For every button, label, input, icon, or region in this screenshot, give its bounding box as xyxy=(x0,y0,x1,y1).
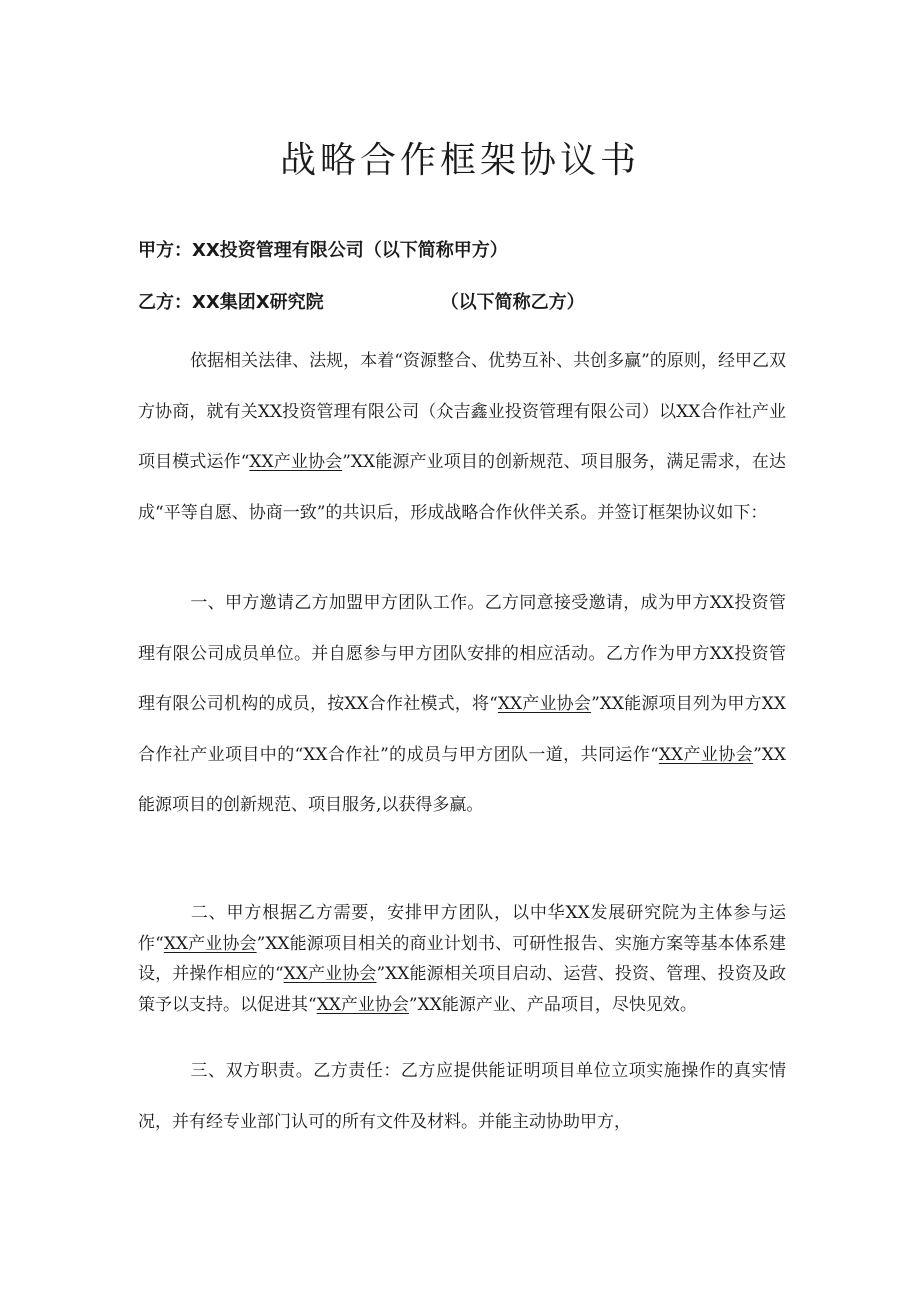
clause-one-text-1: 一、甲方邀请乙方加盟甲方团队工作。乙方同意接受邀请，成为甲方XX投资管理有限公司成员单位。并自愿参与甲方团队安排的相应活动。乙方作为甲方XX投资管理有限公司机构的成员，按XX合作社模式，将“ xyxy=(138,593,786,715)
clause-two-text-3: ”XX能源相关项目启动、运营、投资、管理、投资及政策予以支持。以促进其“ xyxy=(138,964,786,1015)
association-name: XX产业协会 xyxy=(658,744,754,765)
association-name: XX产业协会 xyxy=(497,694,592,715)
clause-two-paragraph xyxy=(138,898,786,1020)
clause-three-text-1: 三、双方职责。乙方责任：乙方应提供能证明项目单位立项实施操作的真实情况，并有经专业部门认可的所有文件及材料。并能主动协助甲方， xyxy=(138,1061,786,1132)
association-name: XX产业协会 xyxy=(316,994,409,1015)
party-b-line: 乙方：XX集团Ⅹ研究院 （以下简称乙方） xyxy=(138,292,585,313)
document-title: 战略合作框架协议书 xyxy=(279,140,640,181)
party-a-line: 甲方：XX投资管理有限公司（以下简称甲方） xyxy=(138,240,508,261)
preamble-text-1: 依据相关法律、法规，本着“资源整合、优势互补、共创多赢”的原则，经甲乙双方协商，就有关XX投资管理有限公司（众吉鑫业投资管理有限公司）以XX合作社产业项目模式运作“ xyxy=(138,351,786,473)
clause-one-text-3: ”XX能源项目的创新规范、项目服务,以获得多赢。 xyxy=(138,744,786,816)
clause-two-text-4: ”XX能源产业、产品项目，尽快见效。 xyxy=(408,994,697,1015)
clause-three-paragraph xyxy=(138,1046,786,1147)
clause-two-text-1: 二、甲方根据乙方需要，安排甲方团队，以中华XX发展研究院为主体参与运作“ xyxy=(138,903,786,954)
clause-one-text-2: ”XX能源项目列为甲方XX合作社产业项目中的“XX合作社”的成员与甲方团队一道，共同运作“ xyxy=(138,694,786,765)
clause-two-text-2: ”XX能源项目相关的商业计划书、可研性报告、实施方案等基本体系建设，并操作相应的“ xyxy=(138,933,786,985)
association-name: XX产业协会 xyxy=(283,964,377,985)
association-name: XX产业协会 xyxy=(249,452,343,473)
association-name: XX产业协会 xyxy=(163,933,257,954)
preamble-text-2: ”XX能源产业项目的创新规范、项目服务，满足需求，在达成“平等自愿、协商一致”的共识后，形成战略合作伙伴关系。并签订框架协议如下： xyxy=(138,452,786,523)
clause-one-paragraph xyxy=(138,578,786,831)
preamble-paragraph xyxy=(138,336,786,538)
